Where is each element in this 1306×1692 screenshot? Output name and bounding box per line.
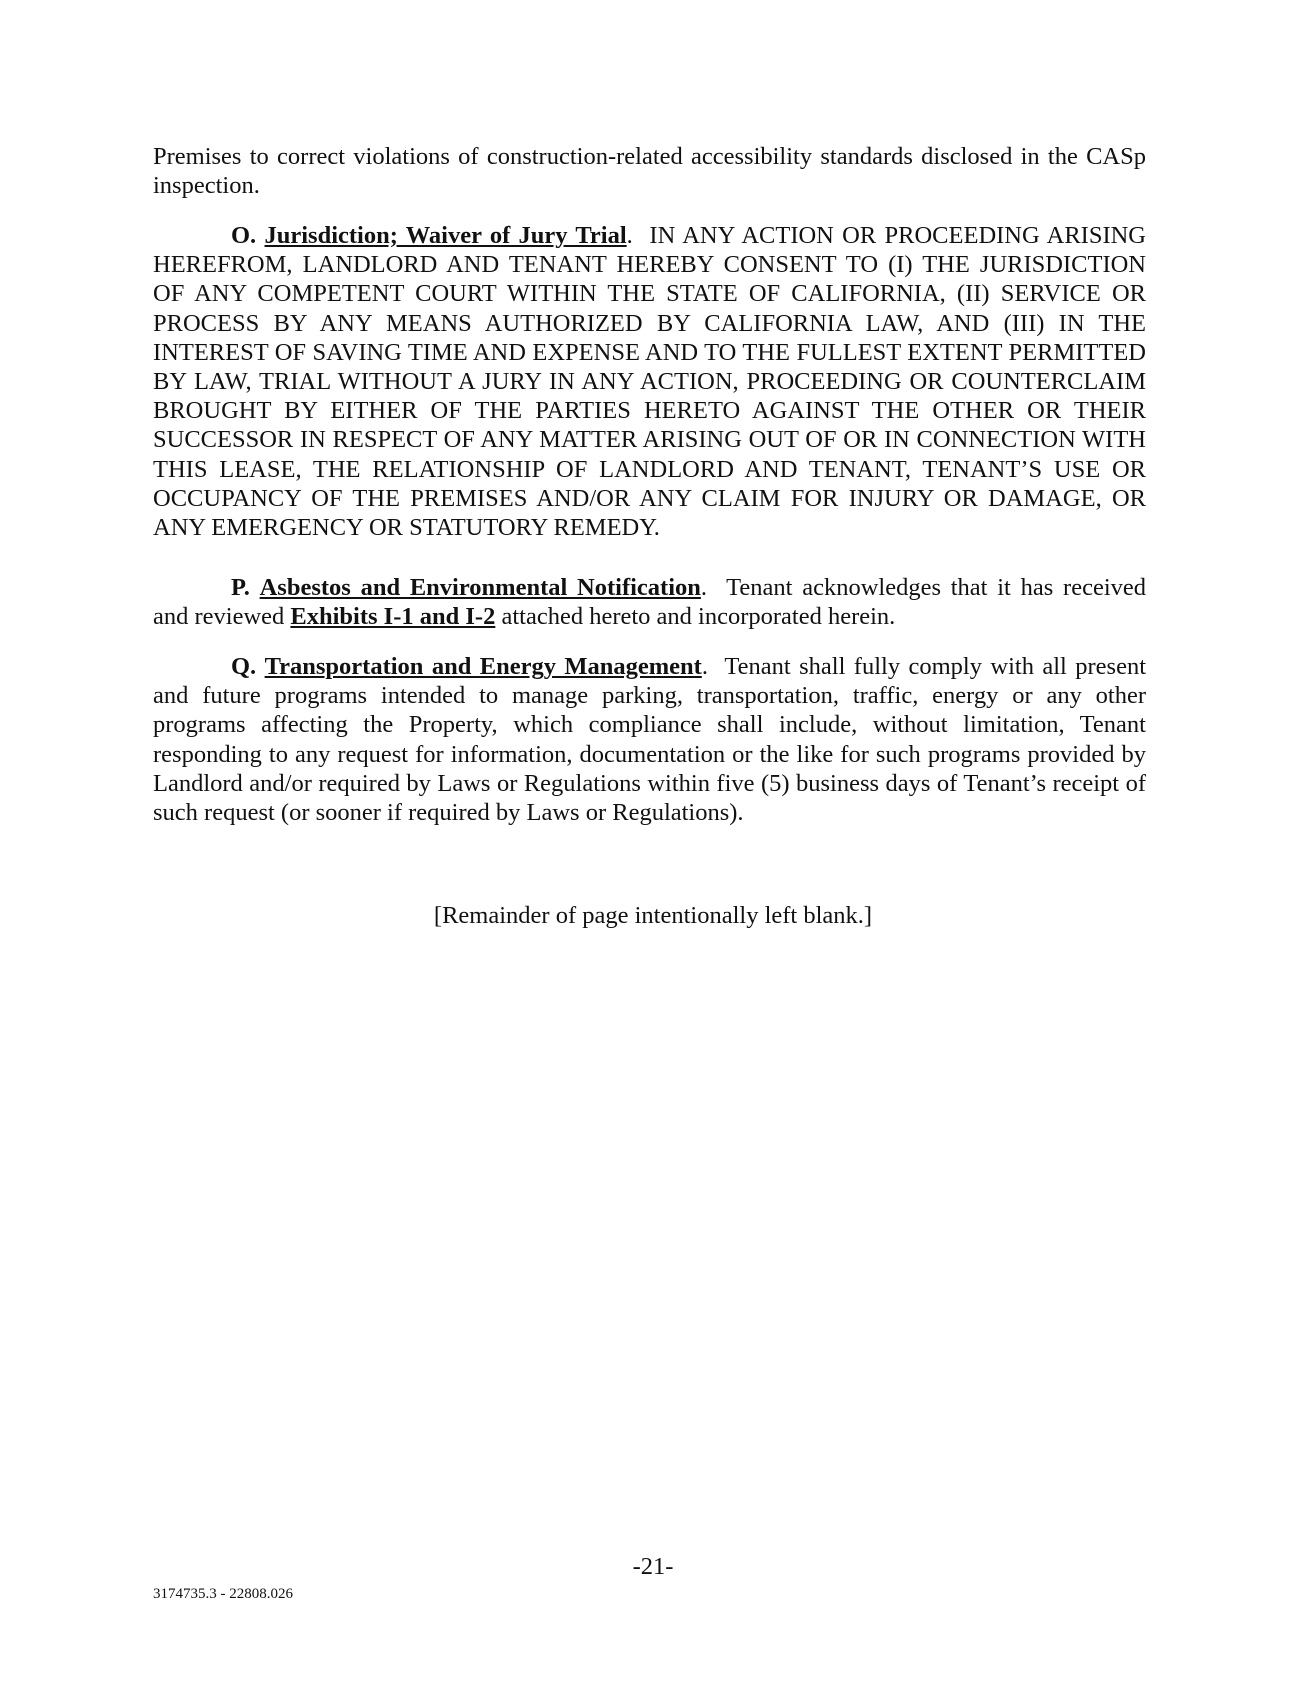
section-p-exhibits: Exhibits I-1 and I-2 (290, 603, 496, 631)
section-q-heading: Transportation and Energy Management (264, 653, 702, 680)
remainder-note: [Remainder of page intentionally left blank.] (433, 902, 873, 929)
section-p-body-after: attached hereto and incorporated herein. (501, 603, 896, 631)
section-p-heading-period: . (700, 574, 708, 601)
section-o-body: IN ANY ACTION OR PROCEEDING ARISING HEREFROM, LANDLORD AND TENANT HEREBY CONSENT TO (I) THE JURISDICTION OF ANY COMPETENT COURT WITHIN THE STATE OF CALIFORNIA, (II) SERVICE OR PROCESS BY ANY MEANS AUTHORIZED BY CALIFORNIA LAW, AND (III) IN THE INTEREST OF SAVING TIME AND EXPENSE AND TO THE FULLEST EXTENT PERMITTED BY LAW, TRIAL WITHOUT A JURY IN ANY ACTION, PROCEEDING OR COUNTERCLAIM BROUGHT BY EITHER OF THE PARTIES HERETO AGAINST THE OTHER OR THEIR SUCCESSOR IN RESPECT OF ANY MATTER ARISING OUT OF OR IN CONNECTION WITH THIS LEASE, THE RELATIONSHIP OF LANDLORD AND TENANT, TENANT’S USE OR OCCUPANCY OF THE PREMISES AND/OR ANY CLAIM FOR INJURY OR DAMAGE, OR ANY EMERGENCY OR STATUTORY REMEDY. (153, 222, 1147, 542)
section-o-heading-period: . (626, 222, 633, 249)
section-q-paragraph (153, 652, 1146, 827)
section-p-letter: P. (231, 574, 250, 601)
section-o-letter: O. (231, 222, 257, 249)
intro-paragraph: Premises to correct violations of construction-related accessibility standards disclosed in the CASp inspection. (153, 143, 1146, 200)
section-q-letter: Q. (231, 653, 257, 680)
section-p-body-before: Tenant acknowledges that it has received and reviewed (153, 574, 1146, 631)
section-p-heading: Asbestos and Environmental Notification (259, 574, 701, 601)
section-o-heading: Jurisdiction; Waiver of Jury Trial (264, 222, 627, 249)
page-number: -21- (632, 1553, 674, 1580)
section-o-paragraph (153, 221, 1146, 542)
section-p-paragraph (153, 573, 1146, 631)
section-q-body: Tenant shall fully comply with all present and future programs intended to manage parking, transportation, traffic, energy or any other programs affecting the Property, which compliance shall include, without limitation, Tenant responding to any request for information, documentation or the like for such programs provided by Landlord and/or required by Laws or Regulations within five (5) business days of Tenant’s receipt of such request (or sooner if required by Laws or Regulations). (153, 653, 1147, 827)
section-q-heading-period: . (701, 653, 708, 680)
document-id: 3174735.3 - 22808.026 (153, 1586, 293, 1602)
